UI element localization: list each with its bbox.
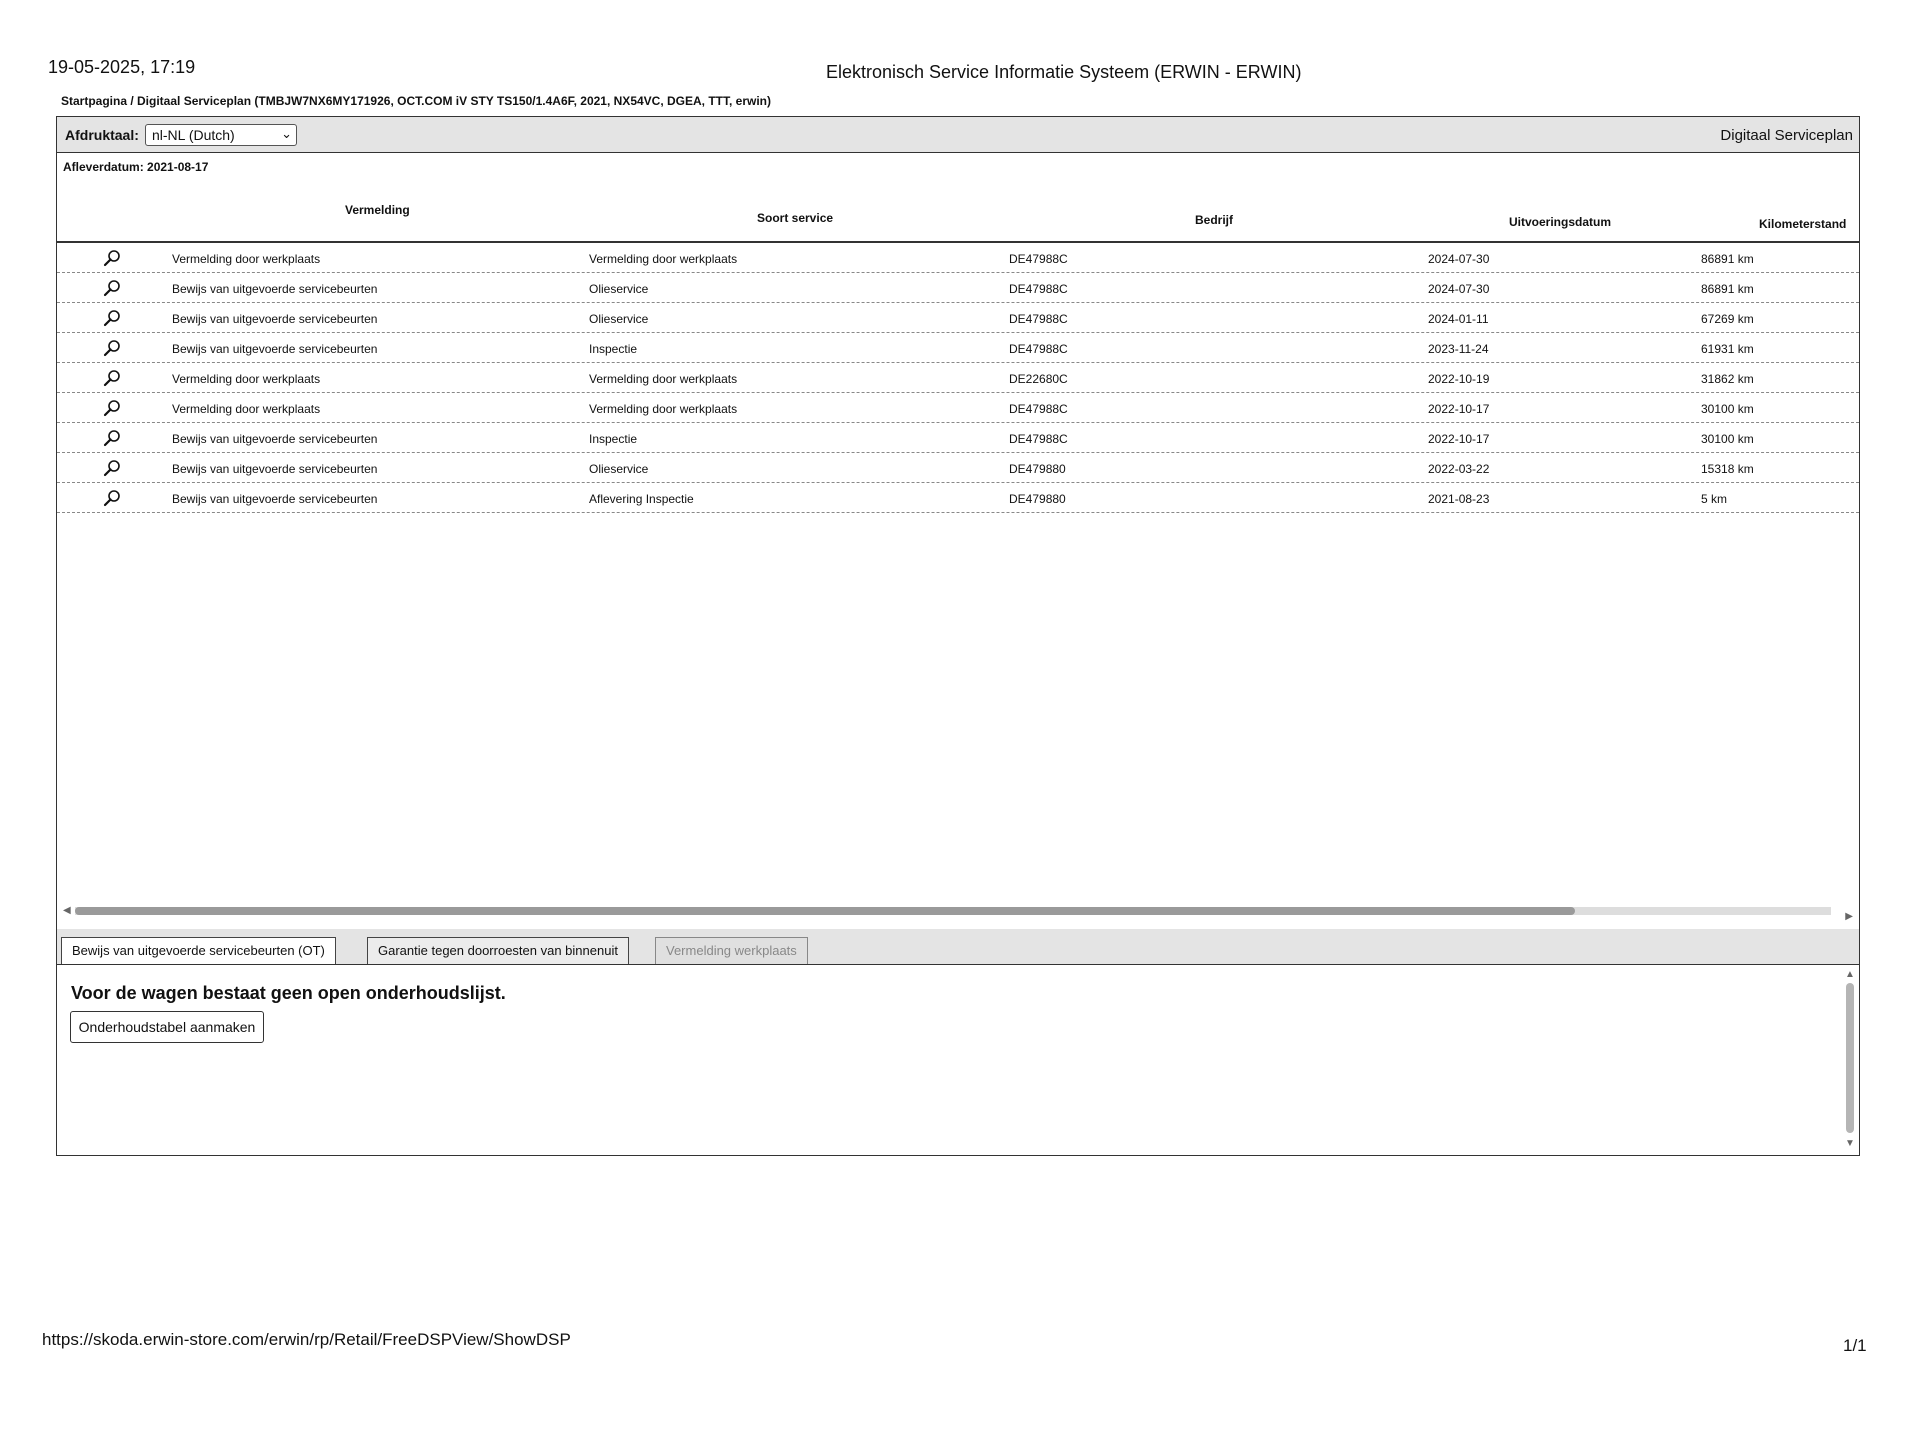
cell-company: DE22680C: [1009, 372, 1068, 386]
cell-date: 2023-11-24: [1428, 342, 1489, 356]
cell-company: DE47988C: [1009, 342, 1068, 356]
footer-url: https://skoda.erwin-store.com/erwin/rp/Retail/FreeDSPView/ShowDSP: [42, 1330, 571, 1349]
magnifier-icon[interactable]: [102, 458, 122, 478]
cell-company: DE479880: [1009, 462, 1066, 476]
header-entry[interactable]: Vermelding: [345, 203, 410, 217]
breadcrumb: Startpagina / Digitaal Serviceplan (TMBJW7NX6MY171926, OCT.COM iV STY TS150/1.4A6F, 2021, NX54VC, DGEA, TTT, erwin): [61, 94, 772, 108]
language-label: Afdruktaal:: [65, 127, 139, 143]
table-row[interactable]: [57, 273, 1859, 303]
cell-mileage: 61931 km: [1701, 342, 1754, 356]
tab-corrosion-warranty[interactable]: Garantie tegen doorroesten van binnenuit: [367, 937, 629, 964]
cell-entry: Bewijs van uitgevoerde servicebeurten: [172, 312, 378, 326]
magnifier-icon[interactable]: [102, 398, 122, 418]
cell-mileage: 86891 km: [1701, 282, 1754, 296]
cell-entry: Bewijs van uitgevoerde servicebeurten: [172, 342, 378, 356]
cell-company: DE47988C: [1009, 312, 1068, 326]
header-mileage[interactable]: Kilometerstand: [1759, 217, 1847, 231]
cell-entry: Vermelding door werkplaats: [172, 372, 321, 386]
table-row[interactable]: [57, 243, 1859, 273]
cell-service-type: Vermelding door werkplaats: [589, 402, 738, 416]
cell-date: 2024-07-30: [1428, 282, 1490, 296]
toolbar: [57, 117, 1859, 153]
cell-service-type: Vermelding door werkplaats: [589, 372, 738, 386]
horizontal-scrollbar[interactable]: [63, 905, 1857, 922]
magnifier-icon[interactable]: [102, 488, 122, 508]
cell-entry: Vermelding door werkplaats: [172, 402, 321, 416]
panel-message: Voor de wagen bestaat geen open onderhoudslijst.: [71, 983, 506, 1003]
magnifier-icon[interactable]: [102, 368, 122, 388]
scroll-right-icon[interactable]: ▶: [1845, 911, 1853, 922]
cell-service-type: Aflevering Inspectie: [589, 492, 694, 506]
magnifier-icon[interactable]: [102, 248, 122, 268]
cell-mileage: 5 km: [1701, 492, 1728, 506]
table-row[interactable]: [57, 393, 1859, 423]
cell-company: DE479880: [1009, 492, 1066, 506]
tab-workshop-entry[interactable]: Vermelding werkplaats: [655, 937, 808, 964]
cell-entry: Bewijs van uitgevoerde servicebeurten: [172, 432, 378, 446]
table-row[interactable]: [57, 483, 1859, 513]
toolbar-title: Digitaal Serviceplan: [1720, 127, 1853, 144]
cell-service-type: Inspectie: [589, 432, 638, 446]
language-select[interactable]: [145, 124, 297, 146]
cell-company: DE47988C: [1009, 432, 1068, 446]
language-select-value: nl-NL (Dutch): [152, 127, 235, 143]
cell-entry: Bewijs van uitgevoerde servicebeurten: [172, 492, 378, 506]
cell-mileage: 15318 km: [1701, 462, 1754, 476]
print-datetime: 19-05-2025, 17:19: [48, 57, 196, 77]
cell-date: 2022-03-22: [1428, 462, 1490, 476]
cell-date: 2022-10-17: [1428, 402, 1490, 416]
cell-service-type: Olieservice: [589, 462, 649, 476]
cell-mileage: 86891 km: [1701, 252, 1754, 266]
cell-mileage: 67269 km: [1701, 312, 1754, 326]
magnifier-icon[interactable]: [102, 308, 122, 328]
cell-date: 2024-07-30: [1428, 252, 1490, 266]
header-service-type[interactable]: Soort service: [757, 211, 834, 225]
chevron-down-icon: ⌄: [281, 126, 292, 141]
cell-company: DE47988C: [1009, 402, 1068, 416]
cell-date: 2022-10-17: [1428, 432, 1490, 446]
table-row[interactable]: [57, 363, 1859, 393]
cell-mileage: 30100 km: [1701, 402, 1754, 416]
delivery-date: Afleverdatum: 2021-08-17: [63, 160, 209, 174]
cell-company: DE47988C: [1009, 282, 1068, 296]
cell-service-type: Olieservice: [589, 282, 649, 296]
cell-service-type: Vermelding door werkplaats: [589, 252, 738, 266]
table-row[interactable]: [57, 453, 1859, 483]
magnifier-icon[interactable]: [102, 428, 122, 448]
print-title: Elektronisch Service Informatie Systeem (ERWIN - ERWIN): [826, 62, 1302, 82]
cell-mileage: 30100 km: [1701, 432, 1754, 446]
cell-entry: Bewijs van uitgevoerde servicebeurten: [172, 462, 378, 476]
magnifier-icon[interactable]: [102, 278, 122, 298]
tab-bar: [57, 929, 1859, 965]
page-number: 1/1: [1843, 1336, 1867, 1355]
magnifier-icon[interactable]: [102, 338, 122, 358]
cell-service-type: Olieservice: [589, 312, 649, 326]
cell-company: DE47988C: [1009, 252, 1068, 266]
cell-entry: Bewijs van uitgevoerde servicebeurten: [172, 282, 378, 296]
cell-entry: Vermelding door werkplaats: [172, 252, 321, 266]
header-company[interactable]: Bedrijf: [1195, 213, 1234, 227]
scroll-left-icon[interactable]: ◀: [63, 905, 71, 916]
service-plan-frame: [56, 116, 1860, 1156]
create-maintenance-table-button[interactable]: Onderhoudstabel aanmaken: [70, 1011, 264, 1043]
vertical-scroll-thumb[interactable]: [1846, 983, 1854, 1133]
scroll-up-icon[interactable]: ▲: [1845, 969, 1855, 980]
table-row[interactable]: [57, 333, 1859, 363]
table-row[interactable]: [57, 423, 1859, 453]
header-date[interactable]: Uitvoeringsdatum: [1509, 215, 1612, 229]
table-header: [57, 191, 1859, 243]
table-row[interactable]: [57, 303, 1859, 333]
scroll-thumb[interactable]: [75, 907, 1575, 915]
cell-date: 2022-10-19: [1428, 372, 1490, 386]
cell-date: 2024-01-11: [1428, 312, 1489, 326]
vertical-scrollbar[interactable]: [1843, 969, 1857, 1149]
cell-mileage: 31862 km: [1701, 372, 1754, 386]
table-body: [57, 243, 1859, 513]
scroll-down-icon[interactable]: ▼: [1845, 1138, 1855, 1149]
tab-service-proof[interactable]: Bewijs van uitgevoerde servicebeurten (OT): [61, 937, 336, 964]
cell-service-type: Inspectie: [589, 342, 638, 356]
cell-date: 2021-08-23: [1428, 492, 1490, 506]
